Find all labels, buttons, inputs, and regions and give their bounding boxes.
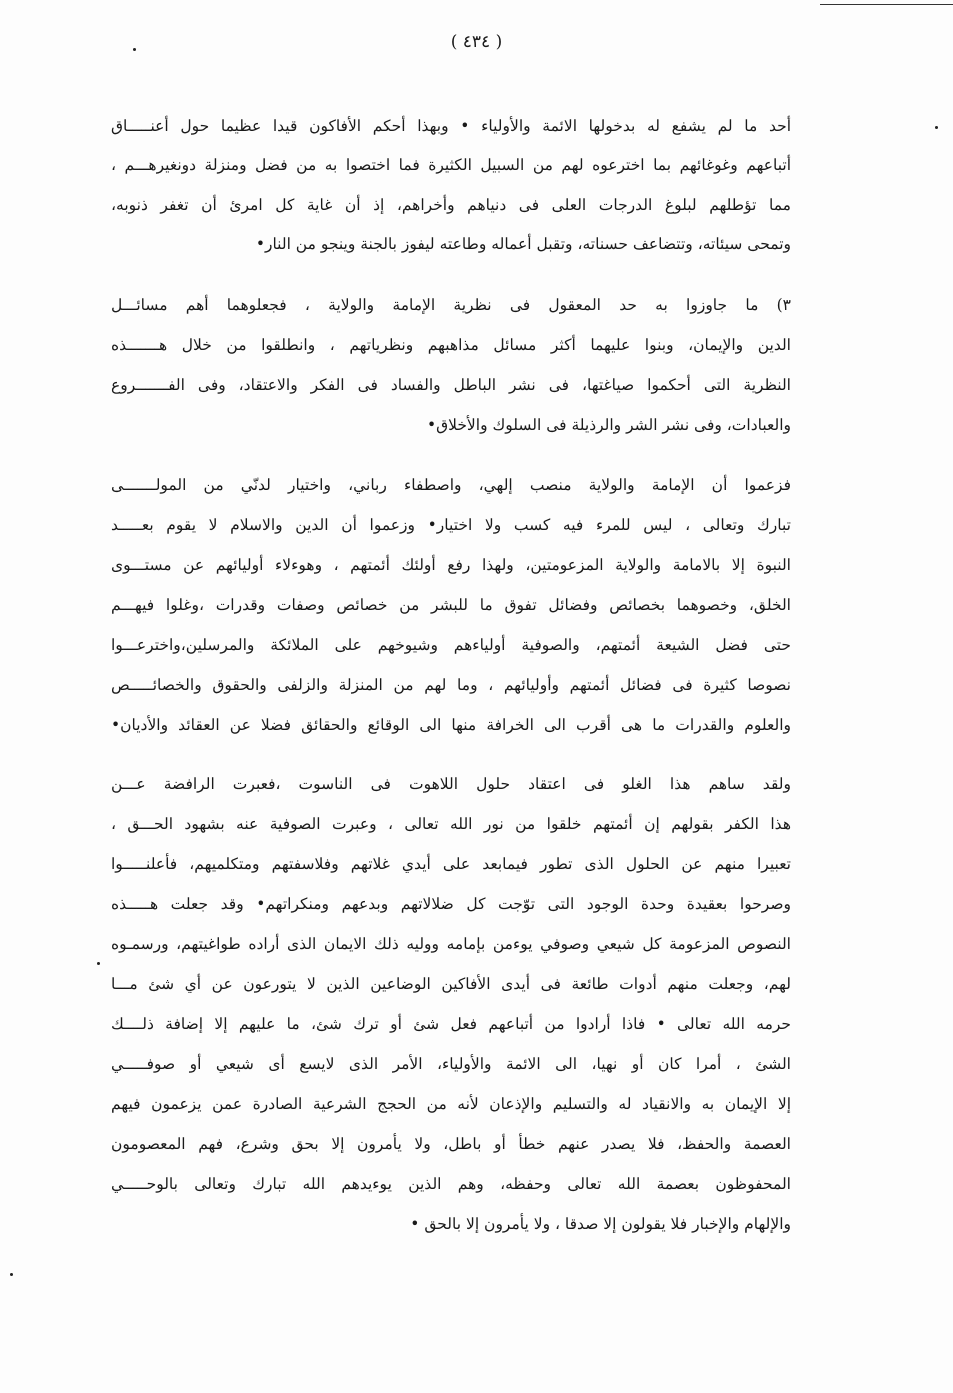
scan-speck [133,48,136,51]
page-number: ( ٤٣٤ ) [450,32,503,52]
text-line: حتى فضل الشيعة أئمتهم، والصوفية أولياءهم وشيوخهم على الملائكة والمرسلين،واخترعـــوا [111,636,791,654]
text-line: مما تؤطلهم لبلوغ الدرجات العلى فى دنياهم وأخراهم، إذ أن غاية كل امرئ أن تغفر ذنوبه، [111,196,791,214]
text-line: الخلق، وخصوهما بخصائص وفضائل تفوق ما للبشر من خصائص وصفات وقدرات ،وغلوا فيهـــم [111,596,791,614]
text-line: النبوة إلا بالامامة والولاية المزعومتين، ولهذا رفع أولئك أئمتهم ، وهوءلاء أوليائهم عن مستـــوى [111,556,791,574]
text-line: والإلهام والإخبار فلا يقولون إلا صدقا ، ولا يأمرون إلا بالحق • [410,1215,791,1233]
text-line: النظرية التى أحكموا صياغتها، فى نشر الباطل والفساد فى الفكر والاعتقاد، وفى الفـــــــروع [111,376,791,394]
text-line: الدين والإيمان، وبنوا عليهما أكثر مسائل مذاهبهم ونظرياتهم ، وانطلقوا من خلال هـــــــذه [111,336,791,354]
text-line: العصمة والحفظ، فلا يصدر عنهم خطأ أو باطل، ولا يأمرون إلا بحق وشرع، فهم المعصومون [111,1135,791,1153]
scan-speck [10,1273,13,1276]
text-line: ولقد ساهم هذا الغلو فى اعتقاد حلول اللاهوت فى الناسوت ،فعبرت الرافضة عـــن [111,775,791,793]
text-line: لهم، وجعلت منهم أدوات طائعة فى أيدى الأفاكين الوضاعين الذين لا يتورعون عن أي شئ مـــا [111,975,791,993]
text-line: النصوص المزعومة كل شيعي وصوفي يوءمن بإمامه ووليه ذلك الايمان الذى أراده طواغيتهم، ورسمـوه [111,935,791,953]
text-line: فزعموا أن الإمامة والولاية منصب إلهي، واصطفاء رباني، واختيار لدنّي من المولـــــــى [111,476,791,494]
text-line: أحد ما لم يشفع له بدخولها الائمة والأولياء • وبهذا أحكم الأفاكون قيدا عظيما حول أعنـــــاق [111,117,791,135]
text-line: نصوصا كثيرة فى فضائل أئمتهم وأوليائهم ، وما لهم من المنزلة والزلفى والحقوق والخصائـــــص [111,676,791,694]
text-line: تعبيرا منهم عن الحلول الذى تطور فيمابعد على أيدي غلاتهم وفلاسفتهم ومتكلميهم، فأعلنـــــوا [111,855,791,873]
text-line: وتمحى سيئاته، وتتضاعف حسناته، وتقبل أعماله وطاعته ليفوز بالجنة وينجو من النار• [255,235,791,253]
text-line: الشئ ، أمرا كان أو نهيا، الى الائمة والأولياء، الأمر الذى لايسع أى شيعي أو صوفـــــي [111,1055,791,1073]
text-line: وصرحوا بعقيدة وحدة الوجود التى توّجت كل ضلالاتهم وبدعهم ومنكراتهم• وقد جعلت هـــــذه [111,895,791,913]
top-edge-rule [820,4,953,5]
text-line: إلا الإيمان به والانقياد له والتسليم والإذعان لأنه من الحجج الشرعية الصادرة عمن يزعمون فيهم [111,1095,791,1113]
text-line: تبارك وتعالى ، ليس للمرء فيه كسب ولا اختيار• وزعموا أن الدين والاسلام لا يقوم بعـــــد [111,516,791,534]
text-line: ٣) ما جاوزوا به حد المعقول فى نظرية الإمامة والولاية ، فجعلوهما أهم مسائـــل [111,296,791,314]
scan-speck [935,126,938,129]
scan-speck [97,962,100,965]
text-line: هذا الكفر بقولهم إن أئمتهم خلقوا من نور الله تعالى ، وعبرت الصوفية عنه بشهود الحـــق ، [111,815,791,833]
text-line: المحفوظون بعصمة الله تعالى وحفظه، وهم الذين يوءيدهم الله تبارك وتعالى بالوحـــــي [111,1175,791,1193]
text-line: والعبادات، وفى نشر الشر والرذيلة فى السلوك والأخلاق• [426,416,791,434]
text-line: والعلوم والقدرات ما هى أقرب الى الخرافة منها الى الوقائع والحقائق فضلا عن العقائد والأديان• [111,716,791,734]
text-line: حرمه الله تعالى • فاذا أرادوا من أتباعهم فعل شئ أو ترك شئ، ما عليهم إلا إضافة ذلــــك [111,1015,791,1033]
text-line: أتباعهم وغوغائهم بما اخترعوه لهم من السبيل الكثيرة فما اختصوا به من فضل ومنزلة دونغيرهـــم ، [111,156,791,174]
